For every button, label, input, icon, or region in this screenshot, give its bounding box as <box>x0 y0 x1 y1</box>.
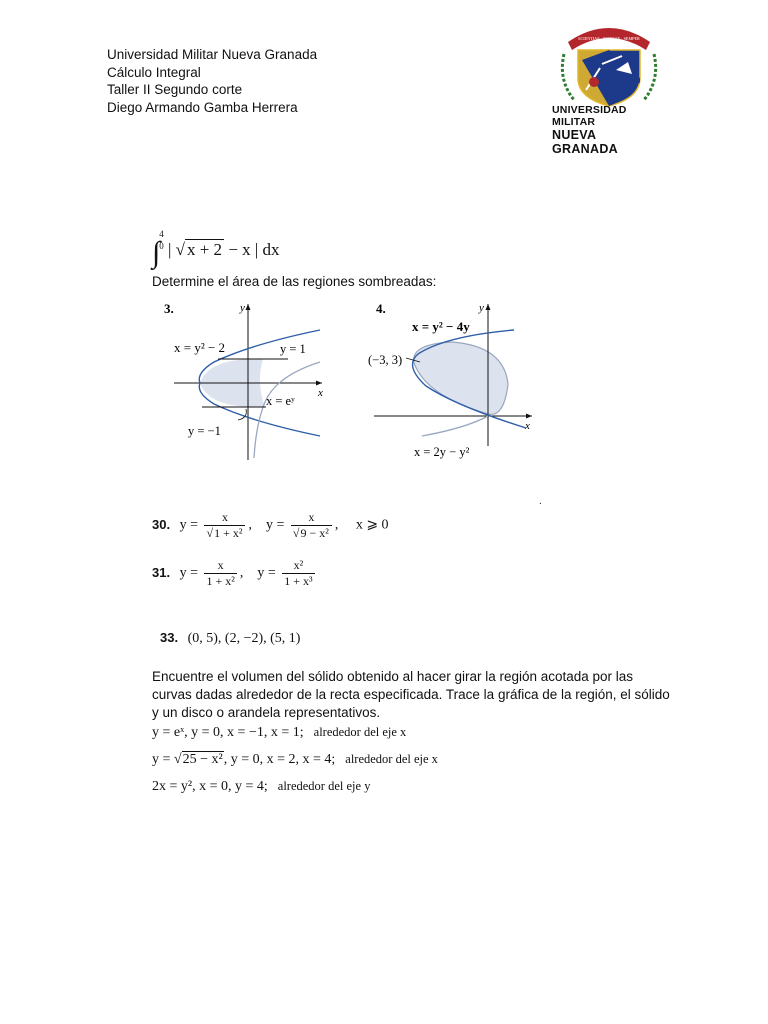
volume-problem-1-axis: alrededor del eje x <box>313 725 407 739</box>
volume-problem-3-axis: alrededor del eje y <box>277 779 371 793</box>
figure-4-point-label: (−3, 3) <box>368 353 403 367</box>
stray-mark: . <box>539 496 542 507</box>
volume-problem-2-axis: alrededor del eje x <box>345 752 438 766</box>
logo-wordmark <box>552 104 664 156</box>
figure-3-number: 3. <box>164 301 174 316</box>
volume-problem-2: y = √25 − x², y = 0, x = 2, x = 4; alrededor del eje x <box>152 752 438 767</box>
volume-instructions: Encuentre el volumen del sólido obtenido al hacer girar la región acotada por las curvas dadas alrededor de la recta especificada. Trace la gráfica de la región, el sólido y un disco o arandela representativos. <box>152 669 670 720</box>
problem-33-points: (0, 5), (2, −2), (5, 1) <box>187 631 301 646</box>
volume-problem-1-eq: y = eˣ, y = 0, x = −1, x = 1; <box>152 725 304 740</box>
figure-4-number: 4. <box>376 301 386 316</box>
figure-4-curve2-label: x = 2y − y² <box>414 445 470 459</box>
figure-3-curve2-label: x = eʸ <box>266 394 295 408</box>
volume-problem-2-eq-post: , y = 0, x = 2, x = 4; <box>223 752 336 767</box>
logo-line-2: NUEVA GRANADA <box>552 128 618 156</box>
problem-31-b-lhs: y = <box>257 565 276 581</box>
figure-4 <box>366 296 541 466</box>
integral-rest: − x | dx <box>224 240 280 259</box>
problem-31-a-fraction: $\frac{x}{\text{1 + x²}}$ <box>206 558 235 588</box>
header-university: Universidad Militar Nueva Granada <box>107 47 318 62</box>
problem-30-condition: x ⩾ 0 <box>355 517 389 533</box>
integral-lower: 0 <box>159 241 164 251</box>
document-header <box>107 46 317 116</box>
radical-sign: √ <box>175 240 185 259</box>
integral-radicand: x + 2 <box>186 240 223 259</box>
problem-30-a-lhs: y = <box>179 517 198 533</box>
header-assignment: Taller II Segundo corte <box>107 82 243 97</box>
problem-33-number: 33. <box>160 630 179 645</box>
integral-upper: 4 <box>159 229 164 239</box>
logo-line-1: UNIVERSIDAD MILITAR <box>552 104 627 128</box>
motto-text: SCIENTIAE · PATRIAE · SEMPER <box>578 36 640 41</box>
figure-3 <box>160 296 340 466</box>
figure-3-line-bottom-label: y = −1 <box>188 424 221 438</box>
figure-3-exp-curve <box>254 362 320 458</box>
volume-problem-3-eq: 2x = y², x = 0, y = 4; <box>152 779 268 794</box>
problem-30: 30. y = $\frac{x}{\text{√1 + x²}}$ , y = $\frac{x}{\text{√9 − x²}}$ , x ⩾ 0 <box>152 510 389 540</box>
figure-3-curve1-label: x = y² − 2 <box>174 340 226 355</box>
volume-problem-2-eq-pre: y = <box>152 752 174 767</box>
problem-31-number: 31. <box>152 564 171 580</box>
problem-31-b-fraction: $\frac{\text{x²}}{\text{1 + x³}}$ <box>284 558 313 588</box>
figure-3-y-label: y <box>240 302 245 314</box>
integral-open-bar: | <box>167 240 172 259</box>
volume-problem-3 <box>152 779 370 795</box>
figure-3-line-top-label: y = 1 <box>280 342 306 356</box>
volume-problem-1 <box>152 725 406 741</box>
problem-31-a-lhs: y = <box>179 565 198 581</box>
problem-33 <box>160 630 300 647</box>
figure-4-y-label: y <box>479 302 484 314</box>
problem-30-number: 30. <box>152 516 171 532</box>
header-author: Diego Armando Gamba Herrera <box>107 99 298 115</box>
problem-31: 31. y = $\frac{x}{\text{1 + x²}}$ , y = $\frac{\text{x²}}{\text{1 + x³}}$ <box>152 558 313 588</box>
figure-4-curve1-label: x = y² − 4y <box>412 319 470 334</box>
problem-30-b-lhs: y = <box>265 517 285 533</box>
integral-expression <box>152 228 280 270</box>
figure-3-x-label: x <box>318 387 323 399</box>
header-course: Cálculo Integral <box>107 64 201 80</box>
integral-limits <box>159 228 164 252</box>
figure-4-x-label: x <box>525 420 530 432</box>
figure-4-lower-curve <box>422 416 488 436</box>
section-subtitle: Determine el área de las regiones sombreadas: <box>152 274 437 289</box>
volume-problem-2-radicand: 25 − x² <box>182 752 223 767</box>
problem-30-b-fraction: $\frac{x}{\text{√9 − x²}}$ <box>291 510 332 541</box>
problem-30-a-fraction: $\frac{x}{\text{√1 + x²}}$ <box>204 510 245 541</box>
integral-sign: ∫ <box>152 236 161 269</box>
